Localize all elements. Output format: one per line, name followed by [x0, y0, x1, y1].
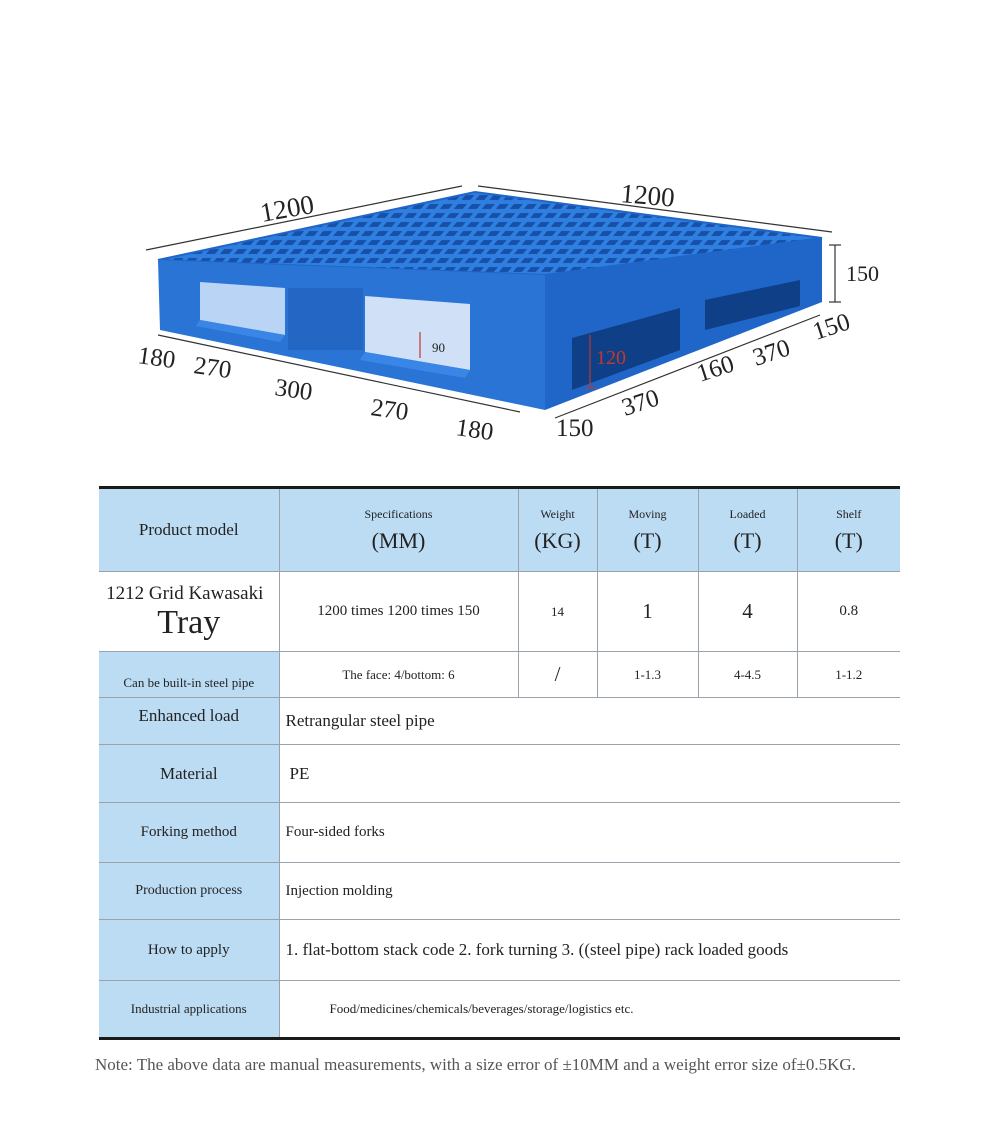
dim-side-segment: 160 — [693, 350, 738, 388]
header-loaded — [698, 488, 797, 572]
table-row — [99, 698, 900, 745]
how-to-apply-label: How to apply — [99, 920, 279, 981]
dim-side-opening: 120 — [596, 347, 626, 369]
header-moving-label: Moving — [628, 506, 667, 521]
steel-pipe-loaded: 4-4.5 — [698, 652, 797, 698]
forking-method-value: Four-sided forks — [279, 803, 900, 863]
shelf-value: 0.8 — [797, 572, 900, 652]
dim-front-segment: 180 — [136, 342, 178, 375]
table-header-row — [99, 488, 900, 572]
steel-pipe-label: Can be built-in steel pipe — [99, 652, 279, 698]
spec-value: 1200 times 1200 times 150 — [279, 572, 518, 652]
header-weight-label: Weight — [540, 506, 575, 521]
how-to-apply-value: 1. flat-bottom stack code 2. fork turning 3. ((steel pipe) rack loaded goods — [279, 920, 900, 981]
header-shelf-unit: (T) — [834, 527, 863, 553]
table-row — [99, 981, 900, 1039]
header-moving-unit: (T) — [633, 527, 662, 553]
front-block-center — [288, 288, 363, 350]
table-row — [99, 920, 900, 981]
table-row — [99, 572, 900, 652]
model-name-line2: Tray — [157, 603, 221, 641]
header-weight — [518, 488, 597, 572]
table-row — [99, 745, 900, 803]
material-value: PE — [279, 745, 900, 803]
dim-front-segment: 300 — [273, 374, 315, 407]
dim-height: 150 — [846, 261, 879, 286]
dim-top-left: 1200 — [257, 188, 317, 228]
header-spec-label: Specifications — [364, 506, 433, 521]
industrial-applications-label: Industrial applications — [99, 981, 279, 1039]
dim-front-segment: 180 — [454, 414, 496, 447]
header-shelf — [797, 488, 900, 572]
header-moving — [597, 488, 698, 572]
enhanced-load-label: Enhanced load — [99, 698, 279, 745]
header-loaded-label: Loaded — [729, 506, 766, 521]
production-process-label: Production process — [99, 863, 279, 920]
header-specifications — [279, 488, 518, 572]
table-row — [99, 803, 900, 863]
forking-method-label: Forking method — [99, 803, 279, 863]
enhanced-load-value: Retrangular steel pipe — [279, 698, 900, 745]
pallet-diagram — [0, 130, 997, 460]
header-spec-unit: (MM) — [371, 527, 426, 553]
header-shelf-label: Shelf — [836, 506, 862, 521]
moving-value: 1 — [597, 572, 698, 652]
header-weight-unit: (KG) — [534, 527, 581, 553]
dim-front-opening: 90 — [432, 340, 445, 355]
dim-side-segment: 370 — [749, 334, 794, 372]
dim-front-segment: 270 — [369, 394, 411, 427]
spec-table — [99, 486, 900, 1040]
table-row — [99, 863, 900, 920]
steel-pipe-weight: / — [518, 652, 597, 698]
steel-pipe-moving: 1-1.3 — [597, 652, 698, 698]
industrial-applications-value: Food/medicines/chemicals/beverages/storage/logistics etc. — [279, 981, 900, 1039]
header-product-model: Product model — [99, 488, 279, 572]
header-loaded-unit: (T) — [733, 527, 762, 553]
weight-value: 14 — [518, 572, 597, 652]
dim-side-segment: 150 — [809, 308, 854, 346]
steel-pipe-shelf: 1-1.2 — [797, 652, 900, 698]
table-row — [99, 652, 900, 698]
footnote: Note: The above data are manual measurements, with a size error of ±10MM and a weight error size of±0.5KG. — [95, 1055, 856, 1074]
dim-side-segment: 150 — [556, 415, 594, 442]
loaded-value: 4 — [698, 572, 797, 652]
dim-top-right: 1200 — [619, 178, 676, 213]
dim-side-segment: 370 — [618, 384, 663, 422]
model-name-line1: 1212 Grid Kawasaki — [106, 582, 264, 604]
model-cell — [99, 572, 279, 652]
material-label: Material — [99, 745, 279, 803]
dim-front-segment: 270 — [192, 352, 234, 385]
steel-pipe-spec: The face: 4/bottom: 6 — [279, 652, 518, 698]
production-process-value: Injection molding — [279, 863, 900, 920]
